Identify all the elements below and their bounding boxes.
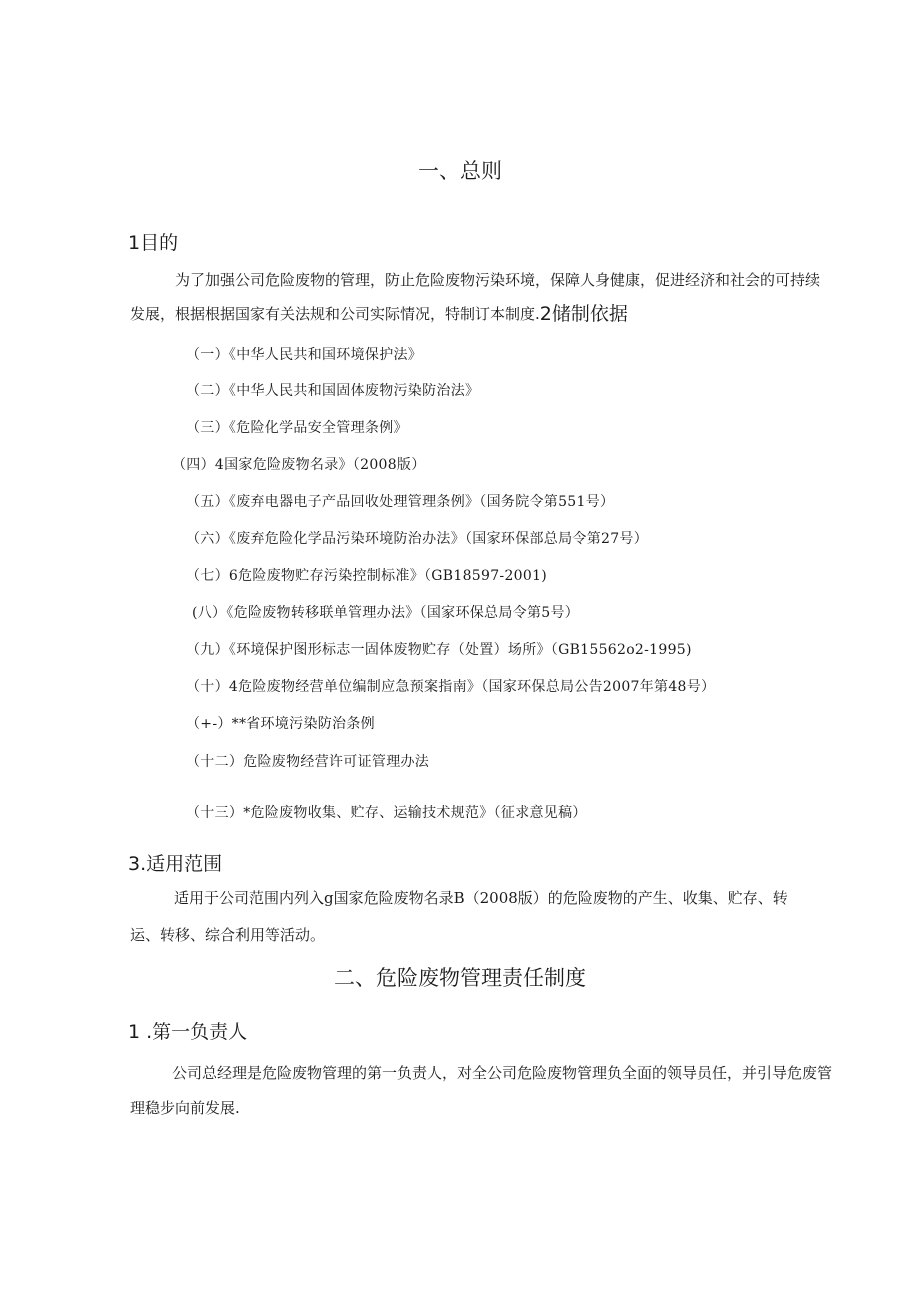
basis-item: （+-）**省环境污染防治条例 bbox=[186, 716, 375, 732]
basis-item: （三）《危险化学品安全管理条例》 bbox=[186, 420, 408, 436]
basis-item: （九）《环境保护图形标志一固体废物贮存（处置）场所》（GB15562o2-1995) bbox=[186, 642, 692, 658]
basis-item: （十二）危险废物经营许可证管理办法 bbox=[186, 754, 430, 770]
basis-item: （二）《中华人民共和国固体废物污染防治法》 bbox=[186, 383, 480, 399]
purpose-paragraph-line-1: 为了加强公司危险废物的管理，防止危险废物污染环境，保障人身健康，促进经济和社会的可持续 bbox=[175, 271, 821, 289]
scope-paragraph-line-1: 适用于公司范围内列入g国家危险废物名录B（2008版）的危险废物的产生、收集、贮存、转 bbox=[174, 889, 788, 907]
first-responsible-paragraph-line-1: 公司总经理是危险废物管理的第一负责人，对全公司危险废物管理负全面的领导员任，并引导危废管 bbox=[172, 1064, 833, 1082]
basis-item: （十三）*危险废物收集、贮存、运输技术规范》（征求意见稿） bbox=[186, 805, 587, 821]
chapter-2-title: 二、危险废物管理责任制度 bbox=[334, 966, 586, 990]
basis-item: （七）6危险废物贮存污染控制标准》（GB18597-2001) bbox=[186, 568, 548, 584]
purpose-paragraph-text: 发展，根据根据国家有关法规和公司实际情况，特制订本制度. bbox=[130, 305, 540, 323]
basis-item: (八）《危险废物转移联单管理办法》（国家环保总局令第5号） bbox=[192, 605, 580, 621]
chapter-1-title: 一、总则 bbox=[418, 159, 502, 183]
basis-item: （十）4危险废物经营单位编制应急预案指南》（国家环保总局公告2007年第48号） bbox=[186, 679, 716, 695]
basis-item: （一）《中华人民共和国环境保护法》 bbox=[186, 347, 423, 363]
purpose-paragraph-line-2 bbox=[130, 305, 628, 324]
basis-item: （六）《废弃危险化学品污染环境防治办法》（国家环保部总局令第27号） bbox=[186, 531, 649, 547]
section-scope-heading: 3.适用范围 bbox=[128, 853, 223, 875]
scope-paragraph-line-2: 运、转移、综合利用等活动。 bbox=[130, 926, 326, 944]
section-first-responsible-heading: 1 .第一负责人 bbox=[128, 1021, 248, 1043]
section-basis-heading: 2储制依据 bbox=[539, 303, 628, 325]
section-purpose-heading: 1目的 bbox=[128, 232, 179, 254]
basis-item: （四）4国家危险废物名录》（2008版） bbox=[172, 457, 426, 473]
first-responsible-paragraph-line-2: 理稳步向前发展. bbox=[130, 1099, 240, 1117]
basis-item: （五）《废弃电器电子产品回收处理管理条例》（国务院令第551号） bbox=[186, 494, 615, 510]
